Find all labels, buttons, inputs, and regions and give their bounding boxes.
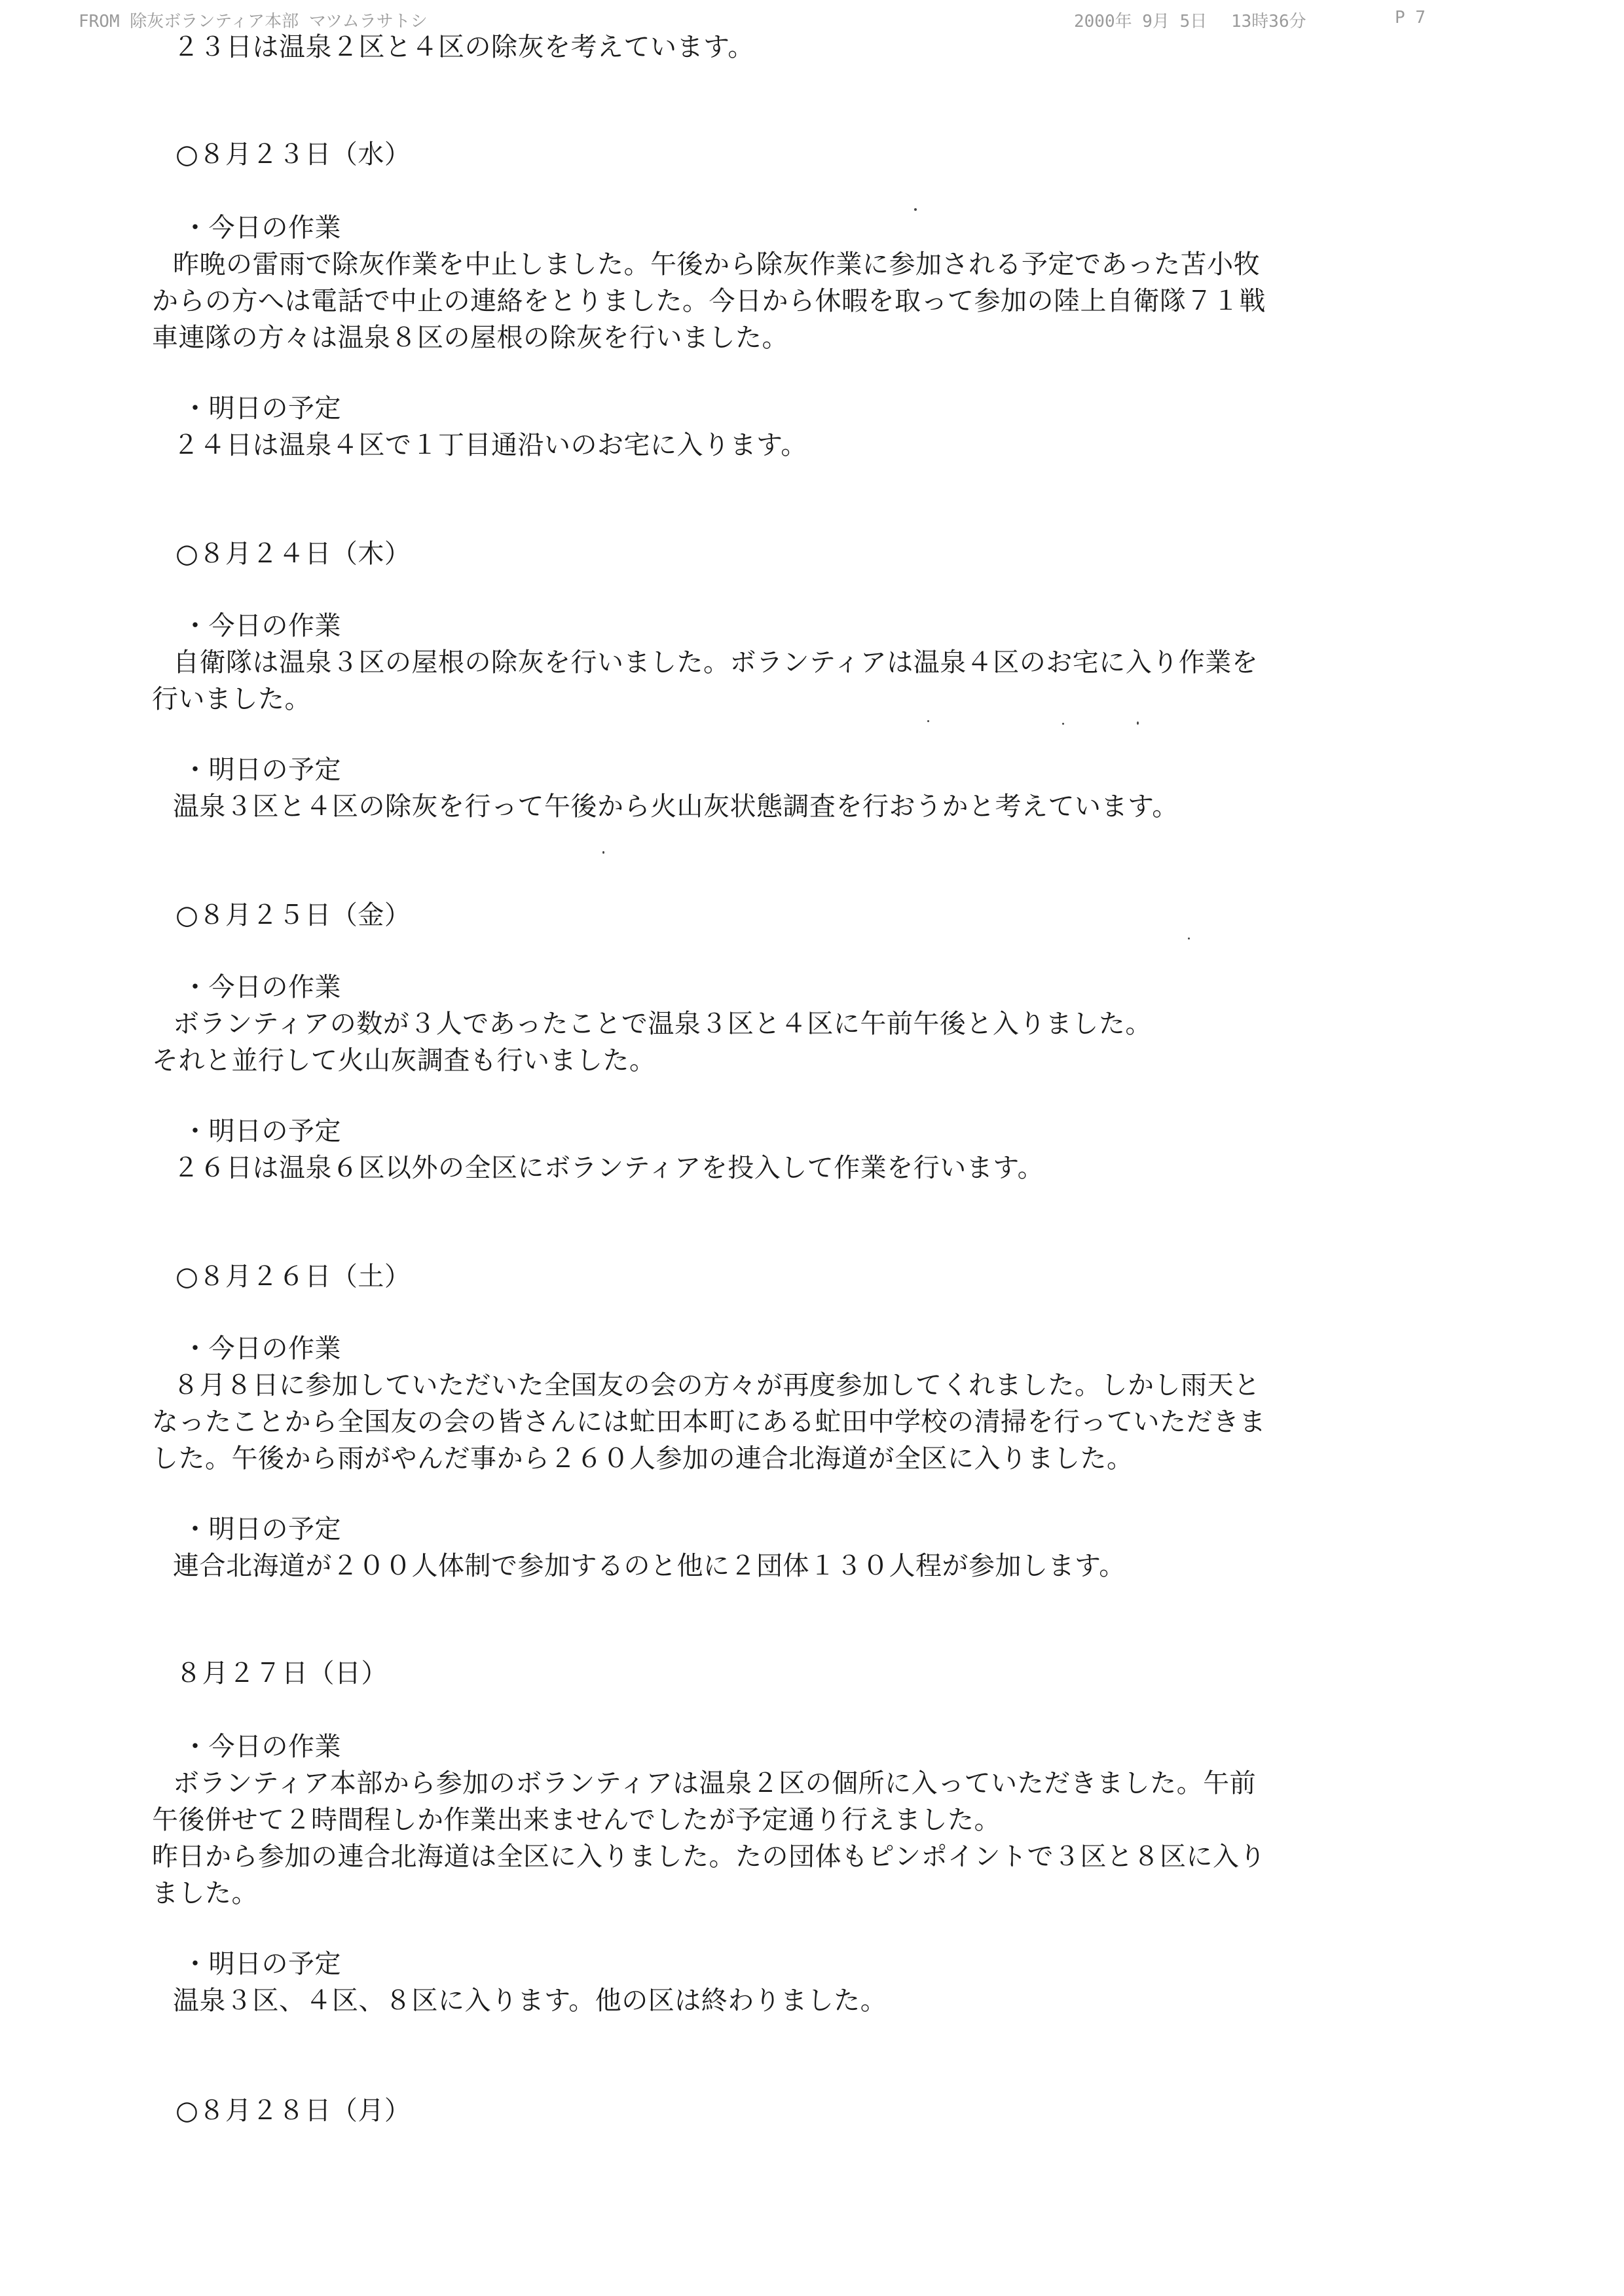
section-label-today-work: ・今日の作業	[182, 1334, 341, 1364]
section-label-today-work: ・今日の作業	[182, 213, 341, 243]
body-text-line: ボランティアの数が３人であったことで温泉３区と４区に午前午後と入りました。	[173, 1009, 1152, 1039]
body-text-line: なったことから全国友の会の皆さんには虻田本町にある虻田中学校の清掃を行っていただきま	[152, 1407, 1266, 1437]
body-text-line: 車連隊の方々は温泉８区の屋根の除灰を行いました。	[152, 323, 788, 353]
section-label-today-work: ・今日の作業	[182, 1732, 341, 1762]
fax-sender: FROM 除灰ボランティア本部 マツムラサトシ	[79, 12, 428, 31]
body-text-line: ボランティア本部から参加のボランティアは温泉２区の個所に入っていただきました。午前	[173, 1768, 1257, 1798]
section-label-tomorrow-plan: ・明日の予定	[182, 1514, 341, 1544]
date-heading: ○８月２６日（土）	[175, 1262, 411, 1292]
section-label-tomorrow-plan: ・明日の予定	[182, 1949, 341, 1979]
scan-speck	[602, 851, 604, 854]
date-heading: ○８月２３日（水）	[175, 139, 411, 170]
plan-text: ２３日は温泉２区と４区の除灰を考えています。	[173, 32, 754, 62]
date-heading: ８月２７日（日）	[175, 1658, 388, 1688]
date-heading: ○８月２８日（月）	[175, 2096, 411, 2126]
section-label-today-work: ・今日の作業	[182, 611, 341, 641]
scan-speck	[914, 208, 917, 211]
section-label-today-work: ・今日の作業	[182, 972, 341, 1002]
scan-speck	[1062, 723, 1064, 725]
fax-time: 13時36分	[1231, 12, 1306, 31]
body-text-line: それと並行して火山灰調査も行いました。	[152, 1046, 656, 1076]
body-text-line: ２６日は温泉６区以外の全区にボランティアを投入して作業を行います。	[173, 1153, 1044, 1183]
body-text-line: した。午後から雨がやんだ事から２６０人参加の連合北海道が全区に入りました。	[152, 1444, 1134, 1474]
body-text-line: 自衛隊は温泉３区の屋根の除灰を行いました。ボランティアは温泉４区のお宅に入り作業を	[173, 647, 1259, 678]
body-text-line: ました。	[152, 1878, 258, 1908]
fax-page-number: P 7	[1395, 8, 1426, 27]
body-text-line: 行いました。	[152, 684, 311, 714]
section-label-tomorrow-plan: ・明日の予定	[182, 755, 341, 785]
body-text-line: 昨日から参加の連合北海道は全区に入りました。たの団体もピンポイントで３区と８区に入り	[152, 1842, 1266, 1872]
body-text-line: ２４日は温泉４区で１丁目通沿いのお宅に入ります。	[173, 430, 807, 460]
body-text-line: 連合北海道が２００人体制で参加するのと他に２団体１３０人程が参加します。	[173, 1551, 1126, 1581]
section-label-tomorrow-plan: ・明日の予定	[182, 1116, 341, 1146]
body-text-line: 昨晩の雷雨で除灰作業を中止しました。午後から除灰作業に参加される予定であった苫小牧	[173, 249, 1261, 280]
section-label-tomorrow-plan: ・明日の予定	[182, 393, 341, 424]
body-text-line: 午後併せて２時間程しか作業出来ませんでしたが予定通り行えました。	[152, 1805, 1001, 1835]
scan-speck	[1137, 721, 1139, 725]
date-heading: ○８月２４日（木）	[175, 539, 411, 569]
body-text-line: からの方へは電話で中止の連絡をとりました。今日から休暇を取って参加の陸上自衛隊７１戦	[152, 286, 1266, 316]
body-text-line: ８月８日に参加していただいた全国友の会の方々が再度参加してくれました。しかし雨天と	[173, 1370, 1261, 1400]
scan-speck	[927, 720, 929, 722]
scan-speck	[1188, 938, 1190, 939]
body-text-line: 温泉３区、４区、８区に入ります。他の区は終わりました。	[173, 1986, 887, 2016]
body-text-line: 温泉３区と４区の除灰を行って午後から火山灰状態調査を行おうかと考えています。	[173, 792, 1179, 822]
date-heading: ○８月２５日（金）	[175, 900, 411, 930]
fax-date: 2000年 9月 5日	[1074, 12, 1208, 31]
